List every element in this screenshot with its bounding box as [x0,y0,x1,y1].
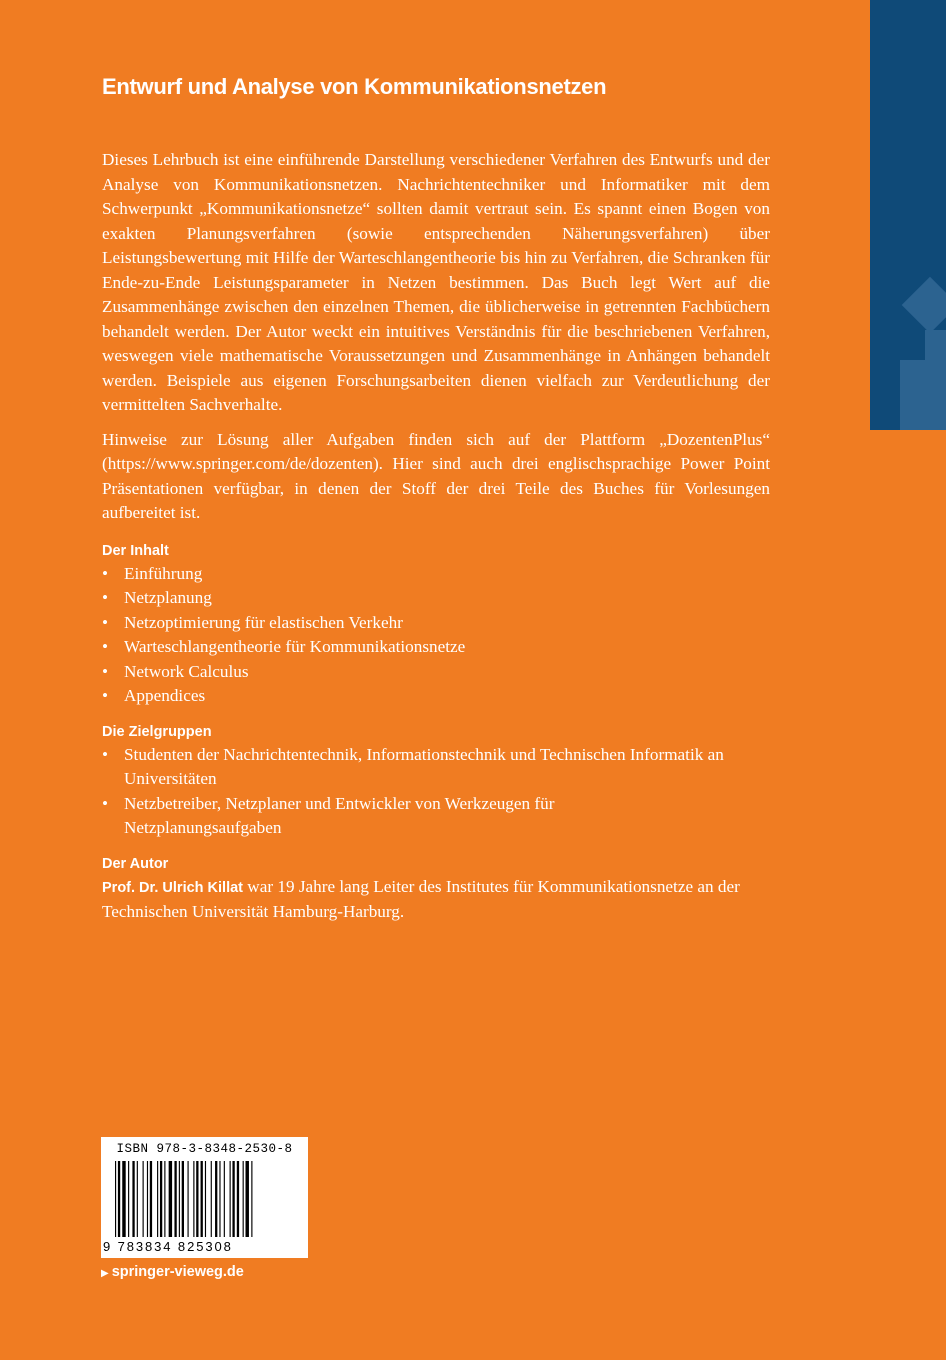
publisher-url: springer-vieweg.de [111,1264,244,1280]
author-bio-text: war 19 Jahre lang Leiter des Institutes für Kommunikationsnetze an der Technischen Universität Hamburg-Harburg. [102,876,740,921]
description-paragraph: Dieses Lehrbuch ist eine einführende Darstellung verschiedener Verfahren des Entwurfs und der Analyse von Kommunikationsnetzen. Nachrichtentechniker und Informatiker mit dem Schwerpunkt „Kommunikationsnetze“ sollten damit vertraut sein. Es spannt einen Bogen von exakten Planungsverfahren (sowie entsprechenden Näherungsverfahren) über Leistungsbewertung mit Hilfe der Warteschlangentheorie bis hin zu Verfahren, die Schranken für Ende-zu-Ende Leistungsparameter in Netzen bestimmen. Das Buch legt Wert auf die Zusammenhänge zwischen den einzelnen Themen, die üblicherweise in getrennten Fachbüchern behandelt werden. Der Autor weckt ein intuitives Verständnis für die beschriebenen Verfahren, weswegen viele mathematische Voraussetzungen und Zusammenhänge in Anhängen behandelt werden. Beispiele aus eigenen Forschungsarbeiten dienen vielfach zur Verdeutlichung der vermittelten Sachverhalte. [102,150,770,414]
list-item: • Appendices [102,684,770,709]
book-title: Entwurf und Analyse von Kommunikationsnetzen [102,74,607,99]
author-name: Prof. Dr. Ulrich Killat [102,879,243,896]
decorative-shape [925,330,946,430]
barcode-bars [115,1161,295,1237]
list-item: • Studenten der Nachrichtentechnik, Informationstechnik und Technischen Informatik an Universitäten [102,743,770,792]
list-item: • Network Calculus [102,660,770,685]
arrow-right-icon: ▶ [101,1268,109,1279]
isbn-barcode [101,1137,308,1258]
publisher-link[interactable] [101,1264,244,1280]
decorative-shape [900,360,926,430]
isbn-number: ISBN 978-3-8348-2530-8 [116,1142,293,1156]
list-item: • Einführung [102,562,770,587]
list-item: • Netzplanung [102,586,770,611]
spine-color-band [870,0,946,430]
contents-heading: Der Inhalt [102,542,169,559]
list-item: • Netzbetreiber, Netzplaner und Entwickler von Werkzeugen für Netzplanungsaufgaben [102,792,770,841]
contents-list [102,562,770,709]
hints-paragraph: Hinweise zur Lösung aller Aufgaben finden sich auf der Plattform „DozentenPlus“ (https://www.springer.com/de/dozenten). Hier sind auch drei englischsprachige Power Point Präsentationen verfügbar, in denen der Stoff der drei Teile des Buches für Vorlesungen aufbereitet ist. [102,429,770,522]
ean-digits: 9 783834 825308 [103,1239,233,1254]
author-heading: Der Autor [102,855,169,872]
list-item: • Netzoptimierung für elastischen Verkehr [102,611,770,636]
list-item: • Warteschlangentheorie für Kommunikationsnetze [102,635,770,660]
decorative-shape [902,277,946,334]
audience-heading: Die Zielgruppen [102,723,212,740]
audience-list [102,743,770,841]
author-bio [102,875,770,925]
back-cover-text [102,148,770,925]
